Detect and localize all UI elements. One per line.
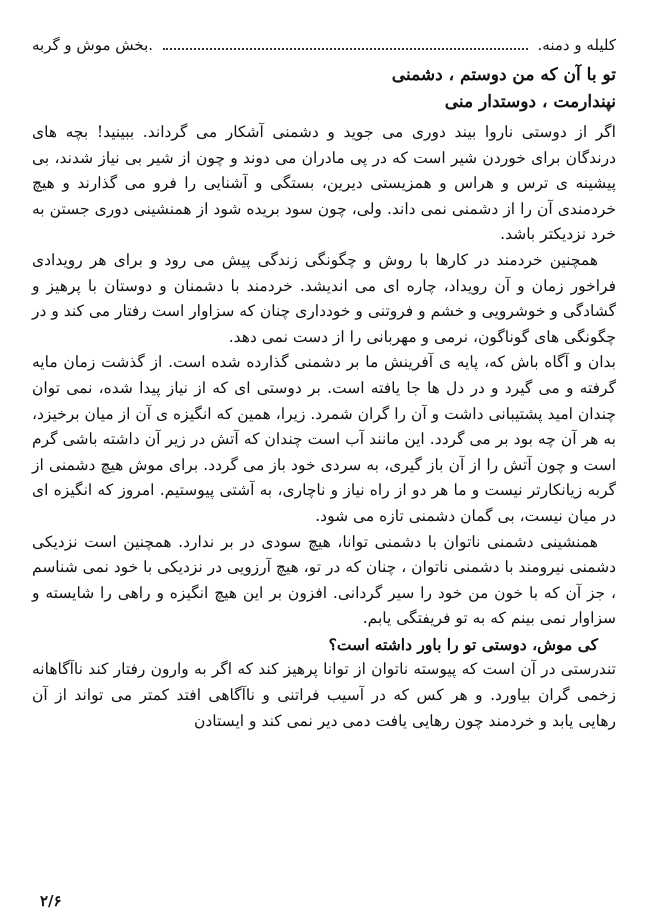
- paragraph: همچنین خردمند در کارها با روش و چگونگی زندگی پیش می رود و برای هر رویدادی فراخور زمان و آن رویداد، چاره ای می اندیشد. خردمند با دشمنان و دوستان با پرهیز و گشادگی و خوشرویی و خشم و فروتنی و خودداری چنان که سزاوار است رفتار می کند و در چگونگی های گوناگون، نرمی و مهربانی را از دست نمی دهد.: [32, 250, 616, 346]
- paragraph: بدان و آگاه باش که، پایه ی آفرینش ما بر دشمنی گذارده شده است. از گذشت زمان مایه گرفته و می گیرد و در دل ها جا یافته است. بر دوستی ای که از نیاز پیدا شده، نمی توان چندان امید پشتیبانی داشت و آن را گران شمرد. زیرا، همین که انگیزه ی آن از میان برخیزد، به هر آن چه بود بر می گردد. این مانند آب است چندان که آتش در زیر آن داشته باشی گرم است و چون آتش را از آن باز گیری، به سردی خود باز می گردد. برای موش هیچ دشمنی از گربه زیانکارتر نیست و ما هر دو از راه نیاز و ناچاری، به آشتی پیوستیم. امروز که انگیزه ای در میان نیست، بی گمان دشمنی تازه می شود.: [32, 353, 616, 525]
- paragraph: همنشینی دشمنی ناتوان با دشمنی توانا، هیچ سودی در بر ندارد. همچنین است نزدیکی دشمنی نیرومند با دشمنی ناتوان ، چنان که در تو، هیچ آرزویی در نزدیکی با خود نمی شناسم ، جز آن که با خون من خود را سیر گردانی. افزون بر این هیچ انگیزه و راهی را شایسته و سزاوار نمی بینم که به تو فریفتگی یابم.: [32, 532, 616, 628]
- chapter-title: .بخش موش و گربه: [32, 36, 154, 54]
- verse-line: نپندارمت ، دوستدار منی: [444, 92, 616, 112]
- running-header: [32, 34, 616, 56]
- paragraph: اگر از دوستی ناروا بیند دوری می جوید و دشمنی آشکار می گرداند. ببینید! بچه های درندگان برای خوردن شیر است که در پی مادران می دوند و چون از شیر بی نیاز شدند، بی پیشینه ی ترس و هراس و همزیستی دیرین، بستگی و آشنایی را فرو می گذارند و هیچ خردمندی آن را از دشمنی نمی داند. ولی، چون سود بریده شود از همنشینی دوری جستن به خرد نزدیکتر باشد.: [32, 123, 616, 244]
- body-text: [32, 120, 616, 734]
- paragraph: تندرستی در آن است که پیوسته ناتوان از توانا پرهیز کند که اگر به وارون رفتار کند ناآگاهانه زخمی گران بیاورد. و هر کس که در آسیب فراتنی و ناآگاهی افتد کمتر می تواند از آن رهایی یابد و خردمند چون رهایی یافت دمی دیر نمی کند و ایستادن: [32, 660, 616, 730]
- book-title: کلیله و دمنه.: [537, 36, 616, 54]
- verse-line: تو با آن که من دوستم ، دشمنی: [391, 65, 616, 85]
- page-number: ۲/۶: [40, 892, 62, 910]
- dotted-leader: [163, 38, 527, 50]
- verse-block: [32, 62, 616, 116]
- question-line: کی موش، دوستی تو را باور داشته است؟: [328, 634, 598, 654]
